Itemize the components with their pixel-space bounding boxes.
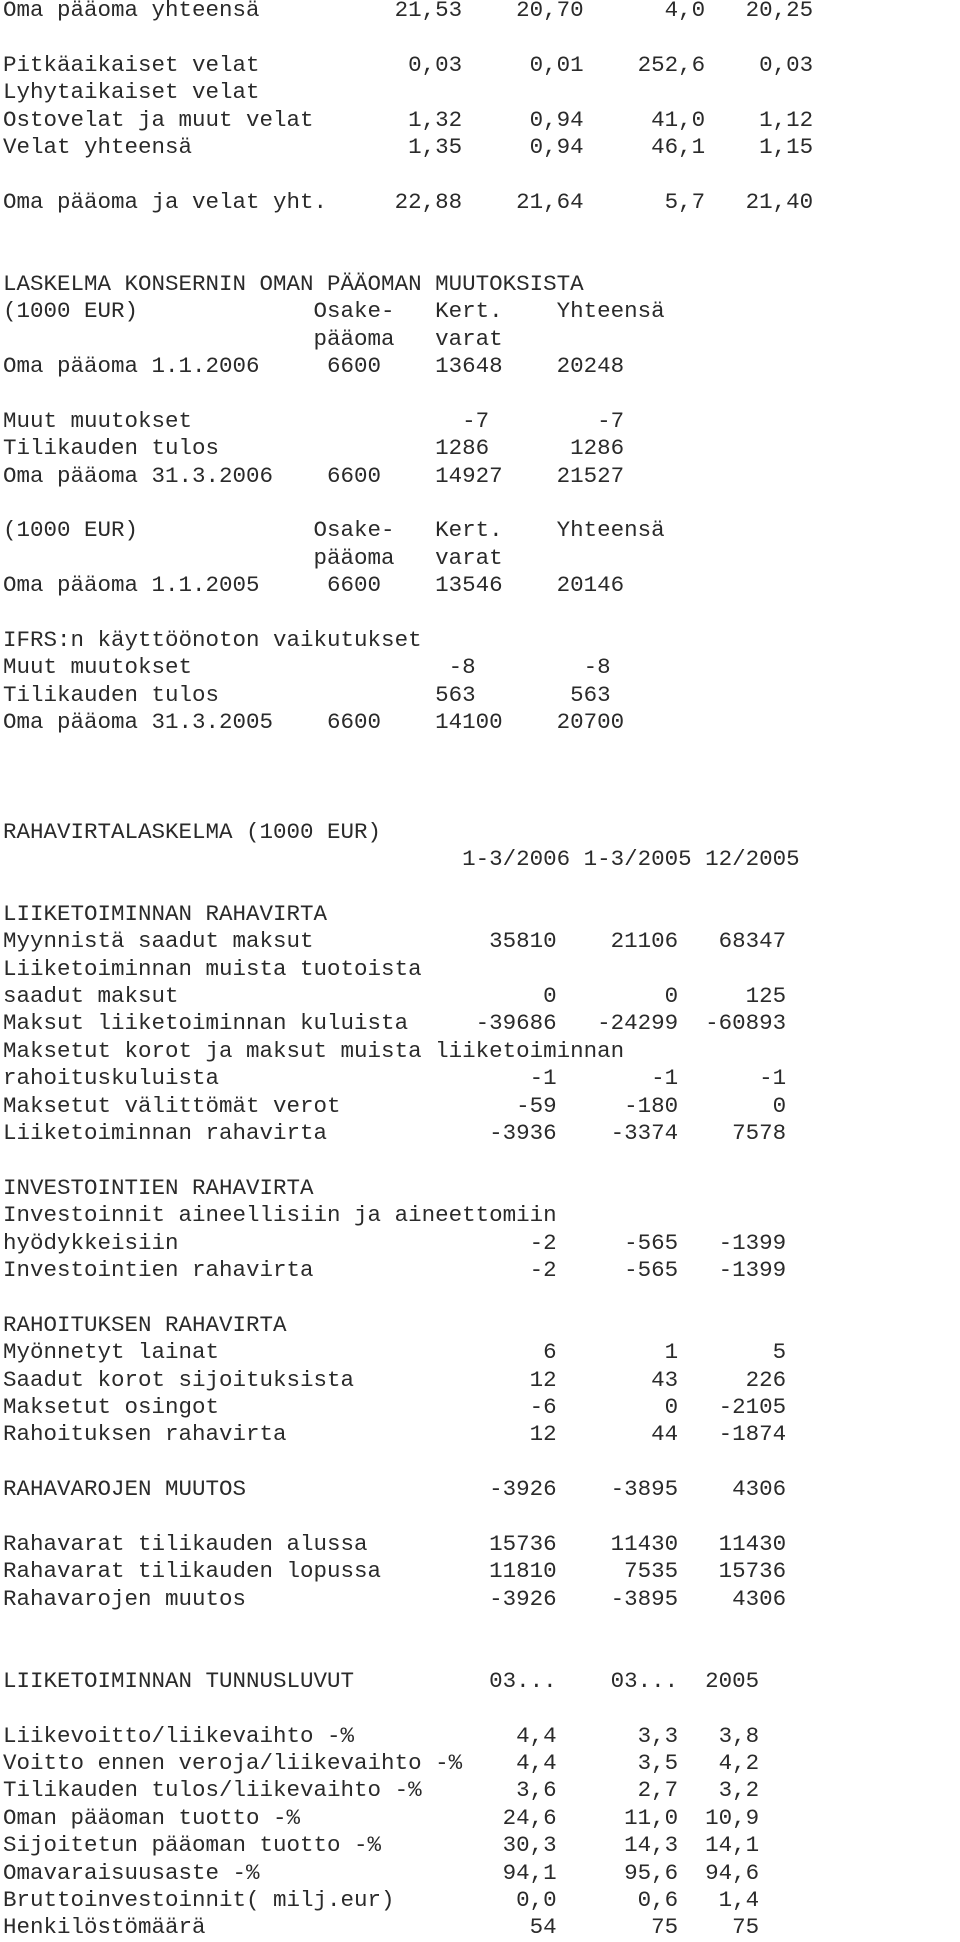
blank-line: [3, 380, 960, 407]
report-line: Rahavarojen muutos -3926 -3895 4306: [3, 1585, 787, 1612]
report-line: Oma pääoma yhteensä 21,53 20,70 4,0 20,25: [3, 0, 814, 23]
report-line: (1000 EUR) Osake- Kert. Yhteensä: [3, 517, 665, 544]
financial-report-text: [3, 0, 960, 1942]
report-line: Ostovelat ja muut velat 1,32 0,94 41,0 1,12: [3, 106, 814, 133]
report-line: Velat yhteensä 1,35 0,94 46,1 1,15: [3, 133, 814, 160]
report-line: pääoma varat: [3, 544, 503, 571]
report-line: IFRS:n käyttöönoton vaikutukset: [3, 626, 422, 653]
blank-line: [3, 1449, 960, 1476]
report-line: Omavaraisuusaste -% 94,1 95,6 94,6: [3, 1859, 760, 1886]
report-line: Rahavarat tilikauden lopussa 11810 7535 15736: [3, 1558, 787, 1585]
report-line: LASKELMA KONSERNIN OMAN PÄÄOMAN MUUTOKSISTA: [3, 270, 584, 297]
report-line: Liiketoiminnan muista tuotoista: [3, 955, 422, 982]
report-line: rahoituskuluista -1 -1 -1: [3, 1065, 787, 1092]
report-line: Maksetut osingot -6 0 -2105: [3, 1393, 787, 1420]
report-line: Oma pääoma 31.3.2005 6600 14100 20700: [3, 709, 625, 736]
report-line: Muut muutokset -7 -7: [3, 407, 625, 434]
report-line: Lyhytaikaiset velat: [3, 79, 260, 106]
report-line: LIIKETOIMINNAN TUNNUSLUVUT 03... 03... 2005: [3, 1667, 760, 1694]
blank-line: [3, 1147, 960, 1174]
report-line: Liikevoitto/liikevaihto -% 4,4 3,3 3,8: [3, 1722, 760, 1749]
report-line: Oma pääoma 31.3.2006 6600 14927 21527: [3, 462, 625, 489]
blank-line: [3, 764, 960, 791]
report-line: RAHAVIRTALASKELMA (1000 EUR): [3, 818, 382, 845]
blank-line: [3, 161, 960, 188]
blank-line: [3, 1613, 960, 1640]
blank-line: [3, 737, 960, 764]
report-line: Myynnistä saadut maksut 35810 21106 68347: [3, 928, 787, 955]
blank-line: [3, 874, 960, 901]
report-line: Investoinnit aineellisiin ja aineettomiin: [3, 1202, 557, 1229]
blank-line: [3, 1503, 960, 1530]
blank-line: [3, 791, 960, 818]
report-line: Tilikauden tulos 563 563: [3, 681, 611, 708]
report-line: RAHOITUKSEN RAHAVIRTA: [3, 1311, 287, 1338]
report-line: Bruttoinvestoinnit( milj.eur) 0,0 0,6 1,4: [3, 1886, 760, 1913]
report-line: Liiketoiminnan rahavirta -3936 -3374 7578: [3, 1120, 787, 1147]
report-line: Maksetut korot ja maksut muista liiketoiminnan: [3, 1037, 625, 1064]
blank-line: [3, 1695, 960, 1722]
blank-line: [3, 24, 960, 51]
blank-line: [3, 1284, 960, 1311]
report-line: hyödykkeisiin -2 -565 -1399: [3, 1229, 787, 1256]
report-line: Tilikauden tulos/liikevaihto -% 3,6 2,7 3,2: [3, 1777, 760, 1804]
report-line: saadut maksut 0 0 125: [3, 983, 787, 1010]
report-line: Investointien rahavirta -2 -565 -1399: [3, 1256, 787, 1283]
report-line: LIIKETOIMINNAN RAHAVIRTA: [3, 900, 328, 927]
blank-line: [3, 244, 960, 271]
report-line: Muut muutokset -8 -8: [3, 654, 611, 681]
report-line: Rahavarat tilikauden alussa 15736 11430 11430: [3, 1530, 787, 1557]
report-line: Rahoituksen rahavirta 12 44 -1874: [3, 1421, 787, 1448]
blank-line: [3, 1640, 960, 1667]
report-line: 1-3/2006 1-3/2005 12/2005: [3, 846, 800, 873]
report-line: Maksetut välittömät verot -59 -180 0: [3, 1092, 787, 1119]
report-line: Oma pääoma ja velat yht. 22,88 21,64 5,7 21,40: [3, 188, 814, 215]
report-line: (1000 EUR) Osake- Kert. Yhteensä: [3, 298, 665, 325]
report-line: RAHAVAROJEN MUUTOS -3926 -3895 4306: [3, 1476, 787, 1503]
report-line: Voitto ennen veroja/liikevaihto -% 4,4 3,5 4,2: [3, 1750, 760, 1776]
blank-line: [3, 600, 960, 627]
blank-line: [3, 216, 960, 243]
report-line: Oma pääoma 1.1.2005 6600 13546 20146: [3, 572, 625, 599]
report-line: Henkilöstömäärä 54 75 75: [3, 1914, 760, 1941]
report-line: INVESTOINTIEN RAHAVIRTA: [3, 1174, 314, 1201]
report-line: Pitkäaikaiset velat 0,03 0,01 252,6 0,03: [3, 51, 814, 78]
report-line: Tilikauden tulos 1286 1286: [3, 435, 625, 462]
report-line: Oma pääoma 1.1.2006 6600 13648 20248: [3, 353, 625, 380]
report-line: pääoma varat: [3, 325, 503, 352]
report-line: Maksut liiketoiminnan kuluista -39686 -24299 -60893: [3, 1010, 787, 1037]
report-line: Oman pääoman tuotto -% 24,6 11,0 10,9: [3, 1804, 760, 1831]
report-line: Sijoitetun pääoman tuotto -% 30,3 14,3 14,1: [3, 1832, 760, 1859]
blank-line: [3, 490, 960, 517]
report-line: Saadut korot sijoituksista 12 43 226: [3, 1366, 787, 1393]
report-line: Myönnetyt lainat 6 1 5: [3, 1339, 787, 1366]
